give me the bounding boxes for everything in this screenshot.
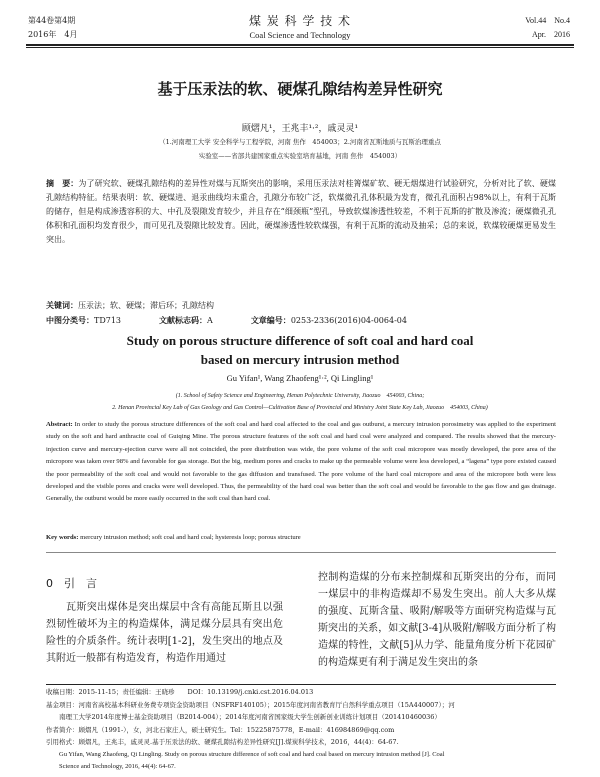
clc-label: 中图分类号：	[46, 315, 94, 325]
abstract-en-text: In order to study the porous structure differences of the soft coal and hard coal affected to the coal and gas outburst, a mercury intrusion porosimetry was applied to the experiment study on the soft and hard anthracite coal of Guiqing Mine. The porous structure features of the soft coal and hard coal were analyzed and compared. The results showed that the mercury-injection curve and mercury-ejection curve were all not coincided, the pore distribution was wide, the pore volume of the soft coal micropore was mostly developed, the pore area of the micropore was taken over 98% and favorable for gas storage. But the big, medium pores and cracks to make up the permeable volume were less developed, a “lagena” type pore existed caused the poor permeability of the soft coal and would not favorable to the gas diffusion and transfused. The pore volume of the hard coal micropore and area of the micropore both were less developed and the visible pores and cracks were well developed. Thus, the permeability of the hard coal was better than the soft coal and would be favorable to the gas flow and gas drainage. Generally, the outburst would be more easily occurred in the soft coal than hard coal.	[46, 421, 556, 503]
clc-value: TD713	[94, 316, 122, 325]
authors-en: Gu Yifan¹, Wang Zhaofeng¹·², Qi Lingling¹	[226, 373, 374, 383]
footnotes	[46, 686, 566, 774]
keywords-en-text: mercury intrusion method; soft coal and hard coal; hysteresis loop; porous structure	[80, 534, 301, 541]
authors-cn: 顾熠凡¹，王兆丰¹·²，戚灵灵¹	[241, 124, 359, 134]
intro-text-left: 瓦斯突出煤体是突出煤层中含有高能瓦斯且以强烈韧性破坏为主的构造煤体，满足煤分层具有突出危险性的介质条件。统计表明[1-2]，发生突出的地点及其附近一般都有构造发育，构造作用通过	[46, 602, 283, 664]
affiliation-cn-line2: 实验室——省部共建国家重点实验室培育基地，河南 焦作 454003）	[198, 152, 402, 160]
abstract-cn-label: 摘 要：	[46, 178, 79, 188]
affiliation-en-line1: (1. School of Safety Science and Engineering, Henan Polytechnic University, Jiaozuo 454003, China;	[175, 393, 425, 399]
doc-code-label: 文献标志码：	[159, 315, 208, 325]
header-rule-thick	[26, 44, 574, 46]
footnote-author: 作者简介：顾熠凡（1991-），女，河北石家庄人，硕士研究生。Tel：15225875778，E-mail：416984869@qq.com	[46, 725, 395, 734]
keywords-en-label: Key words:	[46, 534, 79, 541]
keywords-cn	[46, 298, 556, 313]
article-id-label: 文章编号：	[250, 315, 291, 325]
footnote-funding-1: 基金项目：河南省高校基本科研业务费专项资金资助项目（NSFRF140105）；2015年度河南省教育厅自然科学重点项目（15A440007）；河	[46, 700, 455, 709]
section-heading: 0 引 言	[46, 577, 97, 590]
classification-line	[46, 313, 556, 328]
header-date-cn: 2016年 4月	[28, 30, 78, 39]
footnote-citation-en-1: Gu Yifan, Wang Zhaofeng, Qi Lingling. Study on porous structure difference of soft coal and hard coal based on mercury intrusion method [J]. Coal	[46, 750, 445, 758]
header-date-en: Apr. 2016	[532, 30, 570, 39]
header-issue-cn: 第44卷第4期	[28, 16, 76, 25]
paper-title-en: Study on porous structure difference of soft coal and hard coal based on mercury intrusion method	[126, 333, 474, 367]
paper-title-cn: 基于压汞法的软、硬煤孔隙结构差异性研究	[157, 80, 443, 98]
journal-title-cn: 煤 炭 科 学 技 术	[248, 14, 352, 28]
abstract-en	[46, 419, 556, 506]
affiliation-cn-line1: （1.河南理工大学 安全科学与工程学院，河南 焦作 454003；2.河南省瓦斯地质与瓦斯治理重点	[159, 138, 441, 146]
footnote-citation-en-2: Science and Technology, 2016, 44(4): 64-67.	[46, 763, 176, 770]
abstract-en-label: Abstract:	[46, 421, 73, 428]
footnote-rule	[46, 684, 556, 685]
keywords-cn-label: 关键词：	[46, 300, 78, 310]
doc-code-value: A	[207, 316, 213, 325]
affiliation-en-line2: 2. Henan Provincial Key Lab of Gas Geology and Gas Control—Cultivation Base of Provincial and Ministry Joint State Key Lab, Jiaozuo 454003, China)	[112, 405, 488, 411]
footnote-received: 收稿日期：2015-11-15；责任编辑：王晓珍 DOI：10.13199/j.cnki.cst.2016.04.013	[46, 688, 314, 696]
abstract-cn	[46, 176, 556, 247]
abstract-cn-text: 为了研究软、硬煤孔隙结构的差异性对煤与瓦斯突出的影响，采用压汞法对桂箐煤矿软、硬无烟煤进行试验研究，分析对比了软、硬煤孔隙结构特征。结果表明：软、硬煤进、退汞曲线均未重合，孔隙分布较广泛，软煤微孔孔体积最为发育，微孔孔面积占98%以上，有利于瓦斯的储存，但是构成渗透容积的大、中孔及裂隙发育较少，并且存在“细颈瓶”型孔，导致软煤渗透性较差，不利于瓦斯的扩散及渗流；硬煤微孔孔体积和孔面积均发育很少，而可见孔及裂隙比较发育。因此，硬煤渗透性较软煤强，有利于瓦斯的流动及抽采；总的来说，软煤较硬煤更易发生突出。	[46, 179, 556, 244]
keywords-en	[46, 532, 556, 544]
header-rule-thin	[26, 47, 574, 48]
article-id-value: 0253-2336(2016)04-0064-04	[290, 316, 407, 325]
footnote-funding-2: 南理工大学2014年度博士基金资助项目（B2014-004）；2014年度河南省国家级大学生创新创业训练计划项目（201410460036）	[46, 713, 441, 721]
intro-text-right: 控制构造煤的分布来控制煤和瓦斯突出的分布，而同一煤层中的非构造煤却不易发生突出。前人大多从煤的强度、瓦斯含量、吸附/解吸等方面研究构造煤与瓦斯突出的关系，如文献[3-4]从吸附/解吸方面分析了构造煤的特性，文献[5]从力学、能量角度分析下花园矿的构造煤更有利于满足发生突出的条	[318, 572, 556, 668]
journal-title-en: Coal Science and Technology	[249, 30, 351, 40]
header-vol-en: Vol.44 No.4	[525, 16, 570, 25]
footnote-citation-cn: 引用格式：顾熠凡，王兆丰，戚灵灵.基于压汞法的软、硬煤孔隙结构差异性研究[J].煤炭科学技术，2016，44(4)：64-67.	[46, 738, 399, 746]
abstract-divider	[46, 552, 556, 553]
keywords-cn-text: 压汞法；软、硬煤；滞后环；孔隙结构	[78, 301, 214, 310]
